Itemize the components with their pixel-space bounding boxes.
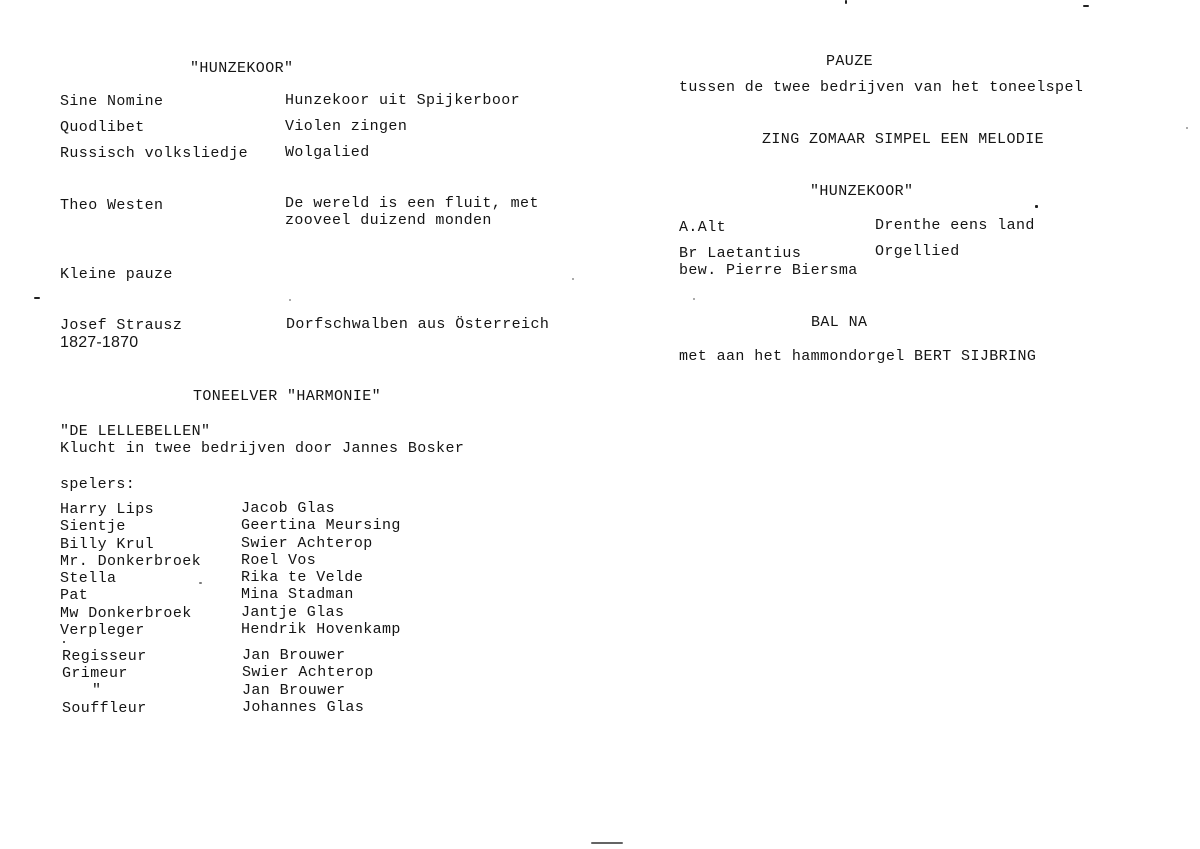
sing-heading: ZING ZOMAAR SIMPEL EEN MELODIE	[762, 131, 1045, 148]
scan-speck	[1083, 5, 1089, 7]
choir-heading: "HUNZEKOOR"	[810, 183, 914, 200]
cast-role: Sientje	[60, 518, 126, 535]
crew-role: Regisseur	[62, 648, 147, 665]
bal-text: met aan het hammondorgel BERT SIJBRING	[679, 348, 1037, 365]
composer-dates: 1827-1870	[60, 334, 139, 351]
program-arranger: bew. Pierre Biersma	[679, 262, 858, 279]
cast-actor: Rika te Velde	[241, 569, 364, 586]
cast-actor: Jacob Glas	[241, 500, 336, 517]
fold-mark	[591, 842, 623, 844]
cast-role: Pat	[60, 587, 89, 604]
program-interlude: Kleine pauze	[60, 266, 173, 283]
choir-heading: "HUNZEKOOR"	[190, 60, 294, 77]
cast-role: Billy Krul	[60, 536, 155, 553]
theatre-heading: TONEELVER "HARMONIE"	[193, 388, 382, 405]
program-piece: Russisch volksliedje	[60, 145, 249, 162]
crew-person: Jan Brouwer	[242, 682, 346, 699]
pause-heading: PAUZE	[826, 53, 874, 70]
ditto-mark: "	[92, 682, 102, 699]
cast-role: Verpleger	[60, 622, 145, 639]
cast-label: spelers:	[60, 476, 136, 493]
cast-role: Mr. Donkerbroek	[60, 553, 202, 570]
scan-speck	[289, 299, 291, 301]
program-composer: A.Alt	[679, 219, 727, 236]
bal-heading: BAL NA	[811, 314, 868, 331]
pause-text: tussen de twee bedrijven van het toneelspel	[679, 79, 1084, 96]
program-performer: Hunzekoor uit Spijkerboor	[285, 92, 521, 109]
program-piece-continued: zooveel duizend monden	[285, 212, 492, 229]
crew-person: Jan Brouwer	[242, 647, 346, 664]
scan-speck	[63, 641, 65, 643]
cast-actor: Hendrik Hovenkamp	[241, 621, 401, 638]
program-performer: Wolgalied	[285, 144, 370, 161]
cast-role: Harry Lips	[60, 501, 155, 518]
program-piece: Sine Nomine	[60, 93, 164, 110]
cast-actor: Roel Vos	[241, 552, 317, 569]
program-composer: Josef Strausz	[60, 317, 183, 334]
play-subtitle: Klucht in twee bedrijven door Jannes Bosker	[60, 440, 465, 457]
program-performer: Violen zingen	[285, 118, 408, 135]
cast-actor: Jantje Glas	[241, 604, 345, 621]
scan-speck	[1186, 127, 1188, 129]
program-composer: Theo Westen	[60, 197, 164, 214]
program-piece: Quodlibet	[60, 119, 145, 136]
program-piece: Dorfschwalben aus Österreich	[286, 316, 550, 333]
program-piece: Drenthe eens land	[875, 217, 1035, 234]
crew-person: Swier Achterop	[242, 664, 374, 681]
scan-speck	[845, 0, 847, 4]
scan-speck	[693, 298, 695, 300]
cast-role: Stella	[60, 570, 117, 587]
cast-actor: Mina Stadman	[241, 586, 354, 603]
crew-person: Johannes Glas	[242, 699, 365, 716]
program-piece: De wereld is een fluit, met	[285, 195, 539, 212]
scan-speck	[572, 278, 574, 280]
cast-actor: Swier Achterop	[241, 535, 373, 552]
crew-role: Grimeur	[62, 665, 128, 682]
cast-actor: Geertina Meursing	[241, 517, 401, 534]
program-piece: Orgellied	[875, 243, 960, 260]
crew-role: Souffleur	[62, 700, 147, 717]
scan-speck	[34, 297, 40, 299]
scan-speck	[199, 582, 202, 584]
program-composer: Br Laetantius	[679, 245, 802, 262]
cast-role: Mw Donkerbroek	[60, 605, 192, 622]
scan-speck	[1035, 205, 1038, 208]
play-title: "DE LELLEBELLEN"	[60, 423, 211, 440]
